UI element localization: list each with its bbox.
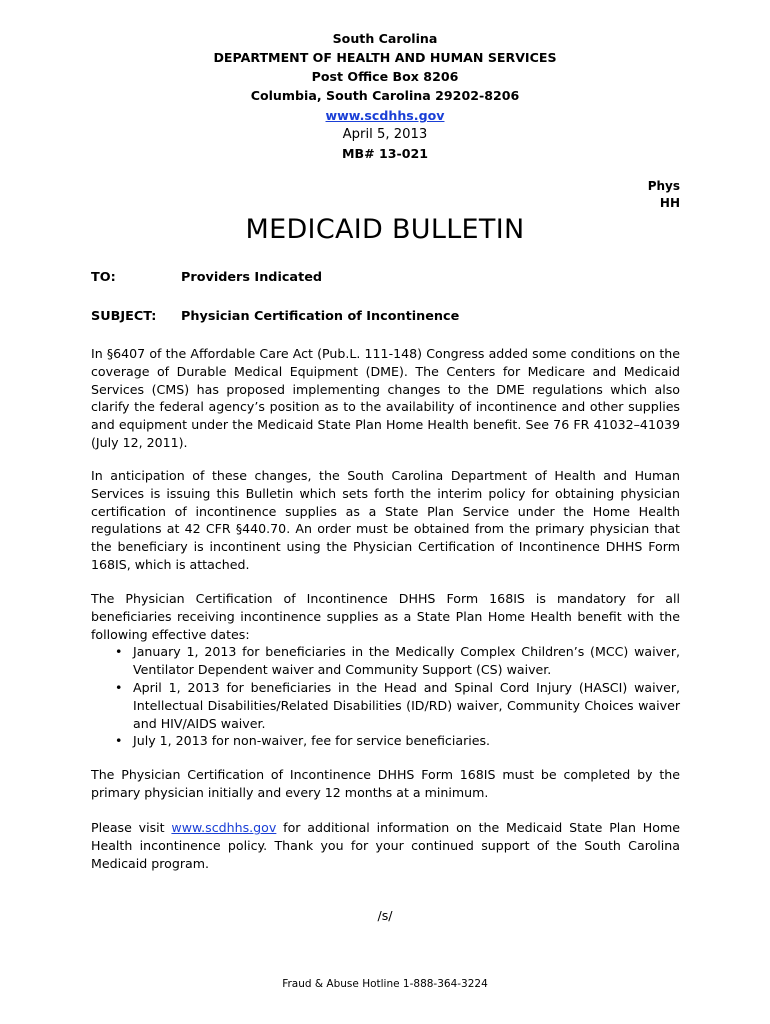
list-item: • April 1, 2013 for beneficiaries in the Head and Spinal Cord Injury (HASCI) waiver, Intellectual Disabilities/Related Disabilities (ID/RD) waiver, Community Choices waiver and HIV/AIDS waiver. <box>115 679 680 731</box>
bulletin-number: MB# 13-021 <box>341 146 429 161</box>
to-value: Providers Indicated <box>181 270 323 285</box>
paragraph-1 <box>91 345 680 452</box>
paragraph-5 <box>91 819 680 872</box>
website-link[interactable]: www.scdhhs.gov <box>171 820 277 835</box>
paragraph-text: The Physician Certification of Incontinence DHHS Form 168IS must be completed by the primary physician initially and every 12 months at a minimum. <box>91 767 680 800</box>
page-title: MEDICAID BULLETIN <box>245 214 525 245</box>
subject-field <box>91 309 459 324</box>
subject-value: Physician Certification of Incontinence <box>181 309 460 324</box>
bullet-icon: • <box>115 679 123 695</box>
paragraph-4 <box>91 766 680 802</box>
footer-hotline: Fraud & Abuse Hotline 1-888-364-3224 <box>282 978 488 990</box>
paragraph-text: In anticipation of these changes, the South Carolina Department of Health and Human Services is issuing this Bulletin which sets forth the interim policy for obtaining physician certification of incontinence supplies as a State Plan Service under the Home Health regulations at 42 CFR §440.70. An order must be obtained from the primary physician that the beneficiary is incontinent using the Physician Certification of Incontinence DHHS Form 168IS, which is attached. <box>91 468 680 572</box>
paragraph-text: The Physician Certification of Incontinence DHHS Form 168IS is mandatory for all beneficiaries receiving incontinence supplies as a State Plan Home Health benefit with the following effective dates: <box>91 591 680 642</box>
subject-label: SUBJECT: <box>91 309 157 324</box>
to-label: TO: <box>91 270 116 285</box>
bulletin-date: April 5, 2013 <box>342 127 428 142</box>
letterhead <box>0 29 770 163</box>
city-address: Columbia, South Carolina 29202-8206 <box>250 88 520 103</box>
bullet-icon: • <box>115 644 123 660</box>
paragraph-3 <box>91 590 680 750</box>
list-item: • January 1, 2013 for beneficiaries in the Medically Complex Children’s (MCC) waiver, Ventilator Dependent waiver and Community Support (CS) waiver. <box>115 644 680 678</box>
signature: /s/ <box>377 908 393 923</box>
provider-codes <box>648 178 680 212</box>
paragraph-text: Please visit www.scdhhs.gov for additional information on the Medicaid State Plan Home Health incontinence policy. Thank you for your continued support of the South Carolina Medicaid program. <box>91 820 680 871</box>
bullet-icon: • <box>115 733 123 749</box>
provider-code: HH <box>659 196 680 210</box>
to-field <box>91 270 322 285</box>
paragraph-2 <box>91 467 680 574</box>
website-link[interactable]: www.scdhhs.gov <box>325 108 445 123</box>
state-name: South Carolina <box>332 31 438 46</box>
department-name: DEPARTMENT OF HEALTH AND HUMAN SERVICES <box>213 50 557 65</box>
paragraph-text: In §6407 of the Affordable Care Act (Pub.L. 111-148) Congress added some conditions on the coverage of Durable Medical Equipment (DME). The Centers for Medicare and Medicaid Services (CMS) has proposed implementing changes to the DME regulations which also clarify the federal agency’s position as to the availability of incontinence and other supplies and equipment under the Medicaid State Plan Home Health benefit. See 76 FR 41032–41039 (July 12, 2011). <box>91 346 680 450</box>
provider-code: Phys <box>647 179 680 193</box>
list-item: • July 1, 2013 for non-waiver, fee for service beneficiaries. <box>115 733 491 749</box>
effective-dates-list <box>91 643 680 750</box>
po-box: Post Office Box 8206 <box>311 69 459 84</box>
